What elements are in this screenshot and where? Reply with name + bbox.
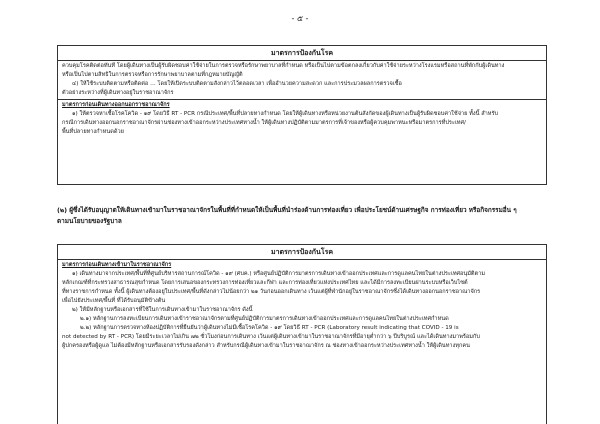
table-row bbox=[58, 99, 546, 138]
section-title: มาตรการก่อนเดินทางเข้ามาในราชอาณาจักร bbox=[62, 262, 172, 268]
page-number: - ๕ - bbox=[291, 14, 309, 23]
section-title: มาตรการก่อนเดินทางออกนอกราชอาณาจักร bbox=[62, 102, 170, 108]
table-row bbox=[58, 260, 546, 352]
text-line: ตัวอย่างระหว่างที่ผู้เดินทางอยู่ในราชอาณาจักร bbox=[62, 90, 174, 96]
heading-line: (๒) ผู้ซึ่งได้รับอนุญาตให้เดินทางเข้ามาในราชอาณาจักรในพื้นที่ที่กำหนดให้เป็นพื้นที่นำร่องด้านการท่องเที่ยว เพื่อประโยชน์ด้านเศรษฐกิจ การท่องเที่ยว หรือกิจกรรมอื่น ๆ bbox=[57, 206, 517, 214]
table-header: มาตรการป้องกันโรค bbox=[58, 245, 546, 260]
text-line: ๑) เดินทางมาจากประเทศ/พื้นที่ที่ศูนย์บริหารสถานการณ์โควิด - ๑๙ (ศบค.) หรือศูนย์ปฏิบัติการมาตรการเดินทางเข้าออกประเทศและการดูแลคนไทยในต่างประเทศอนุมัติตาม bbox=[72, 271, 486, 277]
section-heading bbox=[57, 205, 557, 227]
prevention-table-1 bbox=[57, 45, 547, 185]
text-line: ๒) ให้มีหลักฐานหรือเอกสารที่ใช้ในการเดินทางเข้ามาในราชอาณาจักร ดังนี้ bbox=[72, 307, 253, 313]
prevention-table-2 bbox=[57, 244, 547, 424]
text-line: ๒.๒) หลักฐานการตรวจทางห้องปฏิบัติการที่ยืนยันว่าผู้เดินทางไม่มีเชื้อโรคโควิด - ๑๙ โดยวิธี RT - PCR (Laboratory result indicating that COVID - 19 is bbox=[80, 325, 459, 331]
text-line: ที่ทางราชการกำหนด ทั้งนี้ ผู้เดินทางต้องอยู่ในประเทศ/พื้นที่ดังกล่าวไม่น้อยกว่า ๒๑ วันก่อนออกเดินทาง เว้นแต่ผู้ที่พำนักอยู่ในราชอาณาจักรซึ่งได้เดินทางออกนอกราชอาณาจักร bbox=[62, 289, 481, 295]
text-line: ๑) ให้ตรวจหาเชื้อโรคโควิด - ๑๙ โดยวิธี RT - PCR กรณีประเทศ/พื้นที่ปลายทางกำหนด โดยให้ผู้เดินทางหรือหน่วยงานต้นสังกัดของผู้เดินทางเป็นผู้รับผิดชอบค่าใช้จ่าย ทั้งนี้ สำหรับ bbox=[72, 111, 498, 117]
text-line: หลักเกณฑ์ที่กระทรวงสาธารณสุขกำหนด โดยการเสนอของกระทรวงการท่องเที่ยวและกีฬา และการท่องเที่ยวแห่งประเทศไทย และได้มีการลงทะเบียนผ่านระบบหรือเว็บไซต์ bbox=[62, 280, 468, 286]
text-line: พื้นที่ปลายทางกำหนดด้วย bbox=[62, 129, 124, 135]
text-line: กรณีการเดินทางออกนอกราชอาณาจักรผ่านช่องทางเข้าออกระหว่างประเทศทางน้ำ ให้ผู้เดินทางปฏิบัติตามมาตรการที่เจ้าของหรือผู้ควบคุมพาหนะหรือมาตรการที่ประเทศ/ bbox=[62, 120, 466, 126]
text-line: เพื่อไปยังประเทศ/พื้นที่ ที่ได้รับอนุมัติข้างต้น bbox=[62, 298, 166, 304]
text-line: not detected by RT - PCR) โดยมีระยะเวลาไม่เกิน ๗๒ ชั่วโมงก่อนการเดินทาง เว้นแต่ผู้เดินทางเข้ามาในราชอาณาจักรที่มีอายุต่ำกว่า ๖ ปีบริบูรณ์ และได้เดินทางมาพร้อมกับ bbox=[62, 334, 480, 340]
heading-line: ตามนโยบายของรัฐบาล bbox=[57, 217, 122, 225]
table-row bbox=[58, 61, 546, 99]
text-line: ควบคุมโรคติดต่อทันที โดยผู้เดินทางเป็นผู้รับผิดชอบค่าใช้จ่ายในการตรวจหรือรักษาพยาบาลที่กำหนด หรือเป็นไปตามข้อตกลงเกี่ยวกับค่าใช้จ่ายระหว่างโรงแรมหรือสถานที่พักกับผู้เดินทาง bbox=[62, 63, 505, 69]
table-header: มาตรการป้องกันโรค bbox=[58, 46, 546, 61]
text-line: ผู้ปกครองหรือผู้ดูแล ไม่ต้องมีหลักฐานหรือเอกสารรับรองดังกล่าว สำหรับกรณีผู้เดินทางเข้ามาในราชอาณาจักร ณ ช่องทางเข้าออกระหว่างประเทศทางน้ำ ให้ผู้เดินทางทุกคน bbox=[62, 343, 470, 349]
text-line: ๔) ให้ใช้ระบบติดตามหรือติดต่อ … โดยให้เปิดระบบติดตามสังกล่าวไว้ตลอดเวลา เพื่ออำนวยความสะดวก และการประมวลผลการตรวจเชื้อ bbox=[72, 81, 402, 87]
text-line: หรือเป็นไปตามสิทธิในการตรวจหรือการรักษาพยาบาลตามที่กฎหมายบัญญัติ bbox=[62, 72, 243, 78]
text-line: ๒.๑) หลักฐานการลงทะเบียนการเดินทางเข้าราชอาณาจักรตามที่ศูนย์ปฏิบัติการมาตรการเดินทางเข้าออกประเทศและการดูแลคนไทยในต่างประเทศกำหนด bbox=[80, 316, 449, 322]
